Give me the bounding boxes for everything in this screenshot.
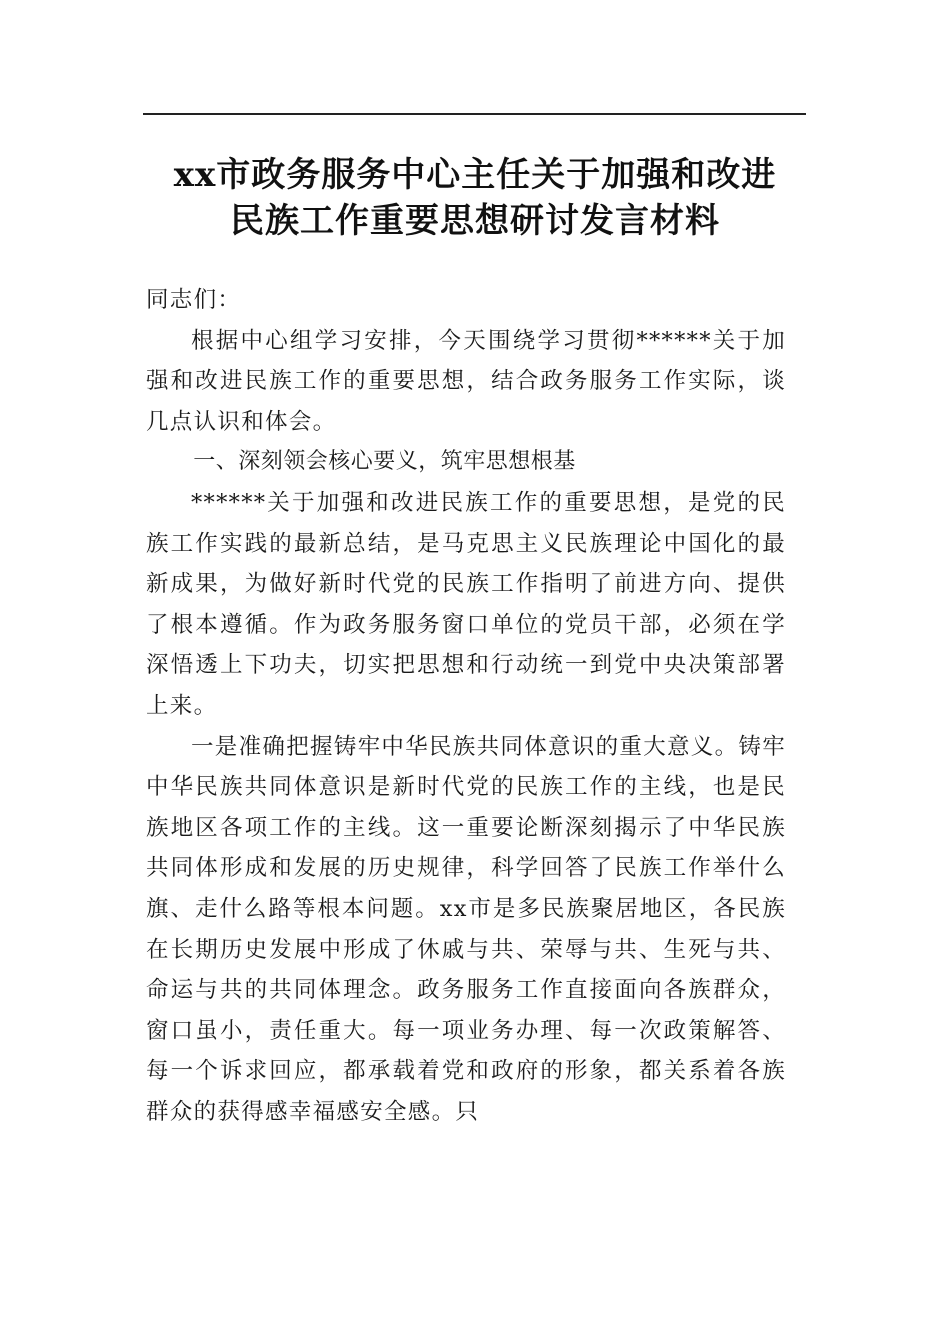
title-line-2: 民族工作重要思想研讨发言材料 [230,201,720,241]
section1-paragraph-2: 一是准确把握铸牢中华民族共同体意识的重大意义。铸牢中华民族共同体意识是新时代党的民族工作的主线，也是民族地区各项工作的主线。这一重要论断深刻揭示了中华民族共同体形成和发展的历史规律，科学回答了民族工作举什么旗、走什么路等根本问题。xx市是多民族聚居地区，各民族在长期历史发展中形成了休戚与共、荣辱与共、生死与共、命运与共的共同体理念。政务服务工作直接面向各族群众，窗口虽小，责任重大。每一项业务办理、每一次政策解答、每一个诉求回应，都承载着党和政府的形象，都关系着各族群众的获得感幸福感安全感。只 [146,733,787,1125]
document-body [146,280,786,1132]
salutation: 同志们： [146,287,242,313]
section-heading-1: 一、深刻领会核心要义，筑牢思想根基 [193,449,576,475]
section1-paragraph-1: ******关于加强和改进民族工作的重要思想，是党的民族工作实践的最新总结，是马克思主义民族理论中国化的最新成果，为做好新时代党的民族工作指明了前进方向、提供了根本遵循。作为政务服务窗口单位的党员干部，必须在学深悟透上下功夫，切实把思想和行动统一到党中央决策部署上来。 [146,489,786,719]
title-line-1: xx市政务服务中心主任关于加强和改进 [173,155,777,195]
intro-paragraph: 根据中心组学习安排，今天围绕学习贯彻******关于加强和改进民族工作的重要思想，结合政务服务工作实际，谈几点认识和体会。 [146,327,786,435]
header-rule [143,113,806,115]
document-title [140,152,810,244]
